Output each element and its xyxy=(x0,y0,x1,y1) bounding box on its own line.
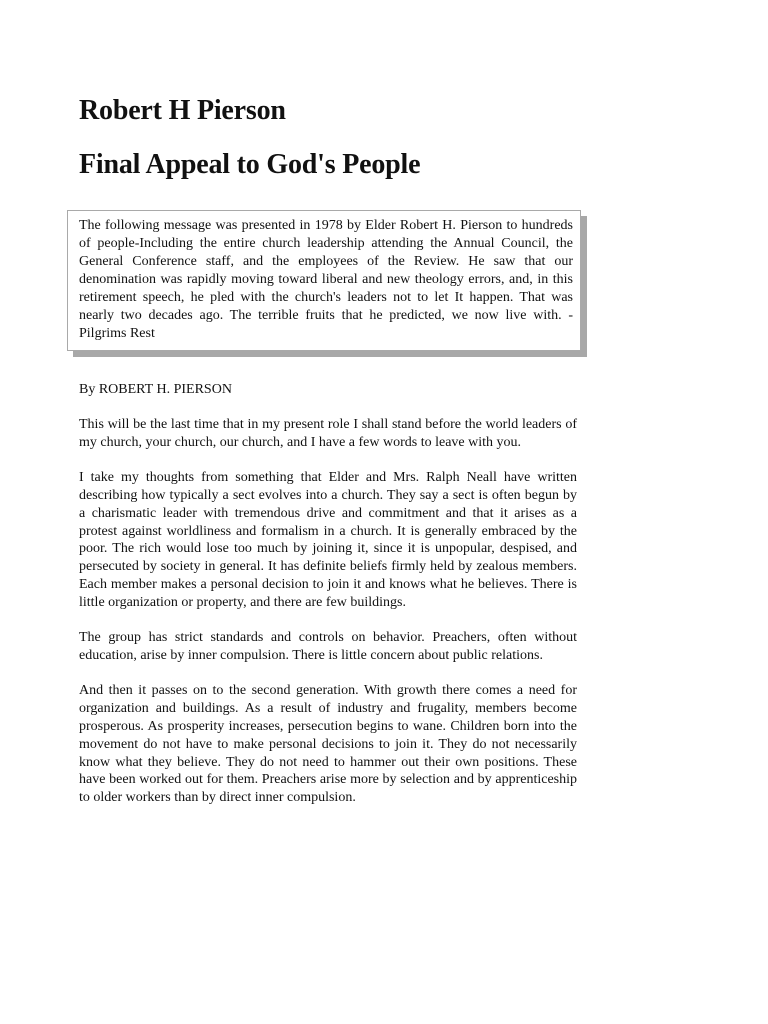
paragraph: And then it passes on to the second generation. With growth there comes a need for organization and buildings. As a result of industry and frugality, members become prosperous. As prosperity increases, persecution begins to wane. Children born into the movement do not have to make personal decisions to join it. They do not necessarily know what they believe. They do not need to hammer out their own positions. These have been worked out for them. Preachers arise more by selection and by apprenticeship to older workers than by direct inner compulsion. xyxy=(79,682,577,806)
paragraph: This will be the last time that in my present role I shall stand before the world leaders of my church, your church, our church, and I have a few words to leave with you. xyxy=(79,417,577,450)
intro-box: The following message was presented in 1978 by Elder Robert H. Pierson to hundreds of people-Including the entire church leadership attending the Annual Council, the General Conference staff, and the employees of the Review. He saw that our denomination was rapidly moving toward liberal and new theology errors, and, in this retirement speech, he pled with the church's leaders not to let It happen. That was nearly two decades ago. The terrible fruits that he predicted, we now live with. -Pilgrims Rest xyxy=(67,210,581,351)
byline: By ROBERT H. PIERSON xyxy=(79,382,232,397)
document-title: Final Appeal to God's People xyxy=(79,149,421,180)
author-heading: Robert H Pierson xyxy=(79,95,286,126)
paragraph: The group has strict standards and controls on behavior. Preachers, often without education, arise by inner compulsion. There is little concern about public relations. xyxy=(79,630,577,663)
intro-box-wrapper xyxy=(67,210,581,351)
document-page xyxy=(79,92,577,807)
paragraph: I take my thoughts from something that Elder and Mrs. Ralph Neall have written describing how typically a sect evolves into a church. They say a sect is often begun by a charismatic leader with tremendous drive and commitment and that it arises as a protest against worldliness and formalism in a church. It is generally embraced by the poor. The rich would lose too much by joining it, since it is unpopular, despised, and persecuted by society in general. It has definite beliefs firmly held by zealous members. Each member makes a personal decision to join it and knows what he believes. There is little organization or property, and there are few buildings. xyxy=(79,469,577,611)
